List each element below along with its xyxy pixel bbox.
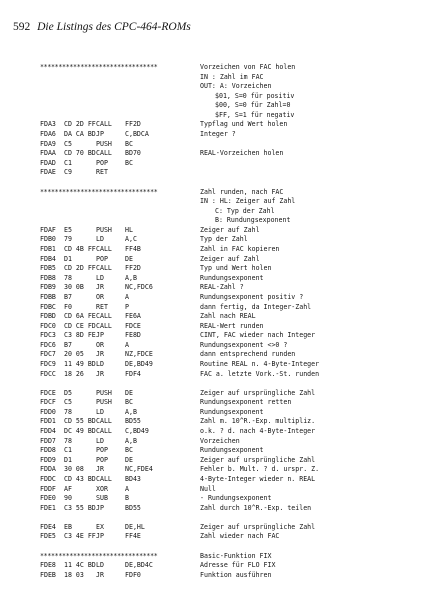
code-line bbox=[0, 244, 422, 254]
comment-line bbox=[0, 91, 422, 101]
operand: A,B bbox=[125, 436, 137, 445]
comment: 4-Byte-Integer wieder n. REAL bbox=[200, 474, 316, 483]
comment: $01, S=0 für positiv bbox=[215, 91, 295, 100]
opcode-bytes: 11 49 BD bbox=[64, 359, 96, 368]
mnemonic: RET bbox=[96, 302, 108, 311]
comment: Rundungsexponent bbox=[200, 446, 264, 455]
opcode-bytes: 18 26 bbox=[64, 369, 84, 378]
code-line bbox=[0, 455, 422, 465]
opcode-bytes: C1 bbox=[64, 158, 72, 167]
mnemonic: SUB bbox=[96, 494, 108, 503]
operand: BC bbox=[125, 139, 133, 148]
code-line bbox=[0, 349, 422, 359]
code-line bbox=[0, 139, 422, 149]
address: FDB9 bbox=[40, 283, 56, 292]
comment: IN : Zahl im FAC bbox=[200, 72, 264, 81]
opcode-bytes: 11 4C BD bbox=[64, 561, 96, 570]
mnemonic: POP bbox=[96, 254, 108, 263]
comment: OUT: A: Vorzeichen bbox=[200, 82, 272, 91]
address: FDE5 bbox=[40, 532, 56, 541]
blank-line bbox=[0, 541, 422, 551]
opcode-bytes: D1 bbox=[64, 254, 72, 263]
comment: Zahl m. 10^R.-Exp. multipliz. bbox=[200, 417, 316, 426]
comment: CINT, FAC wieder nach Integer bbox=[200, 331, 316, 340]
comment: IN : HL: Zeiger auf Zahl bbox=[200, 197, 296, 206]
opcode-bytes: E5 bbox=[64, 225, 72, 234]
address: FDAA bbox=[40, 149, 56, 158]
opcode-bytes: C1 bbox=[64, 446, 72, 455]
comment: REAL-Vorzeichen holen bbox=[200, 149, 284, 158]
section-title: Basic-Funktion FIX bbox=[200, 551, 272, 560]
operand: A,B bbox=[125, 273, 137, 282]
opcode-bytes: 18 03 bbox=[64, 570, 84, 579]
mnemonic: JR bbox=[96, 350, 104, 359]
address: FDB4 bbox=[40, 254, 56, 263]
opcode-bytes: D5 bbox=[64, 388, 72, 397]
opcode-bytes: 79 bbox=[64, 235, 72, 244]
comment: REAL-Wert runden bbox=[200, 321, 264, 330]
operand: P bbox=[125, 302, 129, 311]
operand: FF2D bbox=[125, 120, 141, 129]
comment: Rundungsexponent retten bbox=[200, 398, 292, 407]
address: FDE1 bbox=[40, 503, 56, 512]
comment: Zeiger auf Zahl bbox=[200, 254, 260, 263]
mnemonic: CALL bbox=[96, 417, 112, 426]
asterisk-separator: ******************************** bbox=[40, 63, 158, 71]
address: FDCF bbox=[40, 398, 56, 407]
opcode-bytes: 78 bbox=[64, 436, 72, 445]
comment: Rundungsexponent positiv ? bbox=[200, 292, 304, 301]
operand: FE8D bbox=[125, 331, 141, 340]
operand: C,BDCA bbox=[125, 130, 149, 139]
operand: BD43 bbox=[125, 474, 141, 483]
mnemonic: JR bbox=[96, 369, 104, 378]
comment: - Rundungsexponent bbox=[200, 494, 272, 503]
comment: Null bbox=[200, 484, 216, 493]
mnemonic: CALL bbox=[96, 474, 112, 483]
address: FDD1 bbox=[40, 417, 56, 426]
comment: dann entsprechend runden bbox=[200, 350, 296, 359]
operand: BD70 bbox=[125, 149, 141, 158]
comment: Adresse für FLO FIX bbox=[200, 561, 276, 570]
operand: DE bbox=[125, 455, 133, 464]
page-title: Die Listings des CPC-464-ROMs bbox=[37, 21, 191, 33]
mnemonic: CALL bbox=[96, 245, 112, 254]
opcode-bytes: CD 2D FF bbox=[64, 120, 96, 129]
code-line bbox=[0, 464, 422, 474]
comment: Zeiger auf ursprüngliche Zahl bbox=[200, 388, 316, 397]
mnemonic: POP bbox=[96, 446, 108, 455]
comment-line bbox=[0, 110, 422, 120]
comment: Typflag und Wert holen bbox=[200, 120, 288, 129]
asterisk-separator: ******************************** bbox=[40, 187, 158, 196]
operand: BC bbox=[125, 398, 133, 407]
code-line bbox=[0, 340, 422, 350]
opcode-bytes: F0 bbox=[64, 302, 72, 311]
mnemonic: JP bbox=[96, 503, 104, 512]
address: FDA6 bbox=[40, 130, 56, 139]
mnemonic: JP bbox=[96, 532, 104, 541]
section-header-line bbox=[0, 551, 422, 561]
opcode-bytes: 78 bbox=[64, 273, 72, 282]
comment: Typ der Zahl bbox=[200, 235, 248, 244]
mnemonic: JR bbox=[96, 570, 104, 579]
opcode-bytes: CD CE FD bbox=[64, 321, 96, 330]
code-line bbox=[0, 416, 422, 426]
code-line bbox=[0, 129, 422, 139]
code-line bbox=[0, 282, 422, 292]
comment: Fehler b. Mult. ? d. urspr. Z. bbox=[200, 465, 320, 474]
opcode-bytes: 90 bbox=[64, 494, 72, 503]
operand: C,BD49 bbox=[125, 427, 149, 436]
comment: Rundungsexponent <>0 ? bbox=[200, 340, 288, 349]
section-header-line bbox=[0, 62, 422, 72]
comment: Rundungsexponent bbox=[200, 407, 264, 416]
mnemonic: OR bbox=[96, 340, 104, 349]
code-line bbox=[0, 359, 422, 369]
comment: Zeiger auf ursprüngliche Zahl bbox=[200, 455, 316, 464]
address: FDD9 bbox=[40, 455, 56, 464]
opcode-bytes: DA CA BD bbox=[64, 130, 96, 139]
code-line bbox=[0, 445, 422, 455]
opcode-bytes: B7 bbox=[64, 340, 72, 349]
mnemonic: JR bbox=[96, 283, 104, 292]
mnemonic: JP bbox=[96, 130, 104, 139]
code-line bbox=[0, 503, 422, 513]
mnemonic: PUSH bbox=[96, 139, 112, 148]
operand: A,B bbox=[125, 407, 137, 416]
operand: FDF4 bbox=[125, 369, 141, 378]
operand: B bbox=[125, 494, 129, 503]
mnemonic: EX bbox=[96, 522, 104, 531]
code-line bbox=[0, 254, 422, 264]
comment: Zeiger auf Zahl bbox=[200, 225, 260, 234]
blank-line bbox=[0, 378, 422, 388]
comment: Integer ? bbox=[200, 130, 236, 139]
code-line bbox=[0, 484, 422, 494]
operand: NC,FDE4 bbox=[125, 465, 153, 474]
comment-line bbox=[0, 72, 422, 82]
opcode-bytes: C3 8D FE bbox=[64, 331, 96, 340]
operand: NZ,FDCE bbox=[125, 350, 153, 359]
operand: DE,BD4C bbox=[125, 561, 153, 570]
mnemonic: CALL bbox=[96, 312, 112, 321]
address: FDC7 bbox=[40, 350, 56, 359]
comment: $FF, S=1 für negativ bbox=[215, 110, 295, 119]
operand: A bbox=[125, 340, 129, 349]
section-title: Vorzeichen von FAC holen bbox=[200, 63, 296, 71]
operand: A,C bbox=[125, 235, 137, 244]
code-line bbox=[0, 560, 422, 570]
code-line bbox=[0, 407, 422, 417]
address: FDDF bbox=[40, 484, 56, 493]
address: FDBC bbox=[40, 302, 56, 311]
opcode-bytes: C5 bbox=[64, 139, 72, 148]
opcode-bytes: CD 4B FF bbox=[64, 245, 96, 254]
address: FDAE bbox=[40, 168, 56, 177]
comment: Zahl nach REAL bbox=[200, 312, 256, 321]
code-line bbox=[0, 119, 422, 129]
mnemonic: CALL bbox=[96, 321, 112, 330]
opcode-bytes: CD 43 BD bbox=[64, 474, 96, 483]
code-line bbox=[0, 167, 422, 177]
code-line bbox=[0, 292, 422, 302]
opcode-bytes: C5 bbox=[64, 398, 72, 407]
address: FDA3 bbox=[40, 120, 56, 129]
code-line bbox=[0, 273, 422, 283]
mnemonic: POP bbox=[96, 158, 108, 167]
operand: FF4B bbox=[125, 245, 141, 254]
asterisk-separator: ******************************** bbox=[40, 551, 158, 560]
operand: BC bbox=[125, 158, 133, 167]
comment: Vorzeichen bbox=[200, 436, 240, 445]
operand: HL bbox=[125, 225, 133, 234]
comment: Zeiger auf ursprüngliche Zahl bbox=[200, 522, 316, 531]
mnemonic: JP bbox=[96, 331, 104, 340]
operand: DE bbox=[125, 388, 133, 397]
address: FDD8 bbox=[40, 446, 56, 455]
comment-line bbox=[0, 215, 422, 225]
address: FDC6 bbox=[40, 340, 56, 349]
comment: Zahl wieder nach FAC bbox=[200, 532, 280, 541]
code-line bbox=[0, 388, 422, 398]
comment: Zahl in FAC kopieren bbox=[200, 245, 280, 254]
address: FDE8 bbox=[40, 561, 56, 570]
comment: C: Typ der Zahl bbox=[215, 206, 275, 215]
code-line bbox=[0, 426, 422, 436]
mnemonic: CALL bbox=[96, 264, 112, 273]
opcode-bytes: CD 70 BD bbox=[64, 149, 96, 158]
mnemonic: JR bbox=[96, 465, 104, 474]
code-line bbox=[0, 493, 422, 503]
mnemonic: RET bbox=[96, 168, 108, 177]
code-line bbox=[0, 436, 422, 446]
address: FDA9 bbox=[40, 139, 56, 148]
opcode-bytes: B7 bbox=[64, 292, 72, 301]
comment: dann fertig, da Integer-Zahl bbox=[200, 302, 312, 311]
code-line bbox=[0, 302, 422, 312]
mnemonic: POP bbox=[96, 455, 108, 464]
operand: FE6A bbox=[125, 312, 141, 321]
address: FDEB bbox=[40, 570, 56, 579]
comment: Zahl durch 10^R.-Exp. teilen bbox=[200, 503, 312, 512]
address: FDC3 bbox=[40, 331, 56, 340]
address: FDB5 bbox=[40, 264, 56, 273]
operand: BD55 bbox=[125, 503, 141, 512]
address: FDDA bbox=[40, 465, 56, 474]
mnemonic: PUSH bbox=[96, 388, 112, 397]
address: FDC9 bbox=[40, 359, 56, 368]
comment: $00, S=0 für Zahl=0 bbox=[215, 101, 291, 110]
address: FDAF bbox=[40, 225, 56, 234]
opcode-bytes: CD 2D FF bbox=[64, 264, 96, 273]
code-line bbox=[0, 311, 422, 321]
code-line bbox=[0, 570, 422, 580]
operand: DE bbox=[125, 254, 133, 263]
operand: A bbox=[125, 484, 129, 493]
opcode-bytes: CD 55 BD bbox=[64, 417, 96, 426]
address: FDBB bbox=[40, 292, 56, 301]
address: FDB0 bbox=[40, 235, 56, 244]
address: FDBD bbox=[40, 312, 56, 321]
address: FDDC bbox=[40, 474, 56, 483]
code-line bbox=[0, 225, 422, 235]
code-line bbox=[0, 234, 422, 244]
mnemonic: CALL bbox=[96, 120, 112, 129]
comment: Typ und Wert holen bbox=[200, 264, 272, 273]
operand: FDCE bbox=[125, 321, 141, 330]
mnemonic: LD bbox=[96, 561, 104, 570]
address: FDC0 bbox=[40, 321, 56, 330]
code-line bbox=[0, 369, 422, 379]
code-line bbox=[0, 531, 422, 541]
address: FDCC bbox=[40, 369, 56, 378]
operand: FDF0 bbox=[125, 570, 141, 579]
comment: REAL-Zahl ? bbox=[200, 283, 244, 292]
comment: o.k. ? d. nach 4-Byte-Integer bbox=[200, 427, 316, 436]
section-title: Zahl runden, nach FAC bbox=[200, 187, 284, 196]
page-number: 592 bbox=[13, 21, 31, 33]
opcode-bytes: 20 05 bbox=[64, 350, 84, 359]
code-line bbox=[0, 474, 422, 484]
mnemonic: LD bbox=[96, 359, 104, 368]
code-line bbox=[0, 158, 422, 168]
opcode-bytes: EB bbox=[64, 522, 72, 531]
blank-line bbox=[0, 177, 422, 187]
blank-line bbox=[0, 512, 422, 522]
mnemonic: OR bbox=[96, 292, 104, 301]
mnemonic: PUSH bbox=[96, 225, 112, 234]
code-line bbox=[0, 330, 422, 340]
address: FDB1 bbox=[40, 245, 56, 254]
operand: NC,FDC6 bbox=[125, 283, 153, 292]
comment-line bbox=[0, 100, 422, 110]
mnemonic: CALL bbox=[96, 427, 112, 436]
comment: Routine REAL n. 4-Byte-Integer bbox=[200, 359, 320, 368]
mnemonic: PUSH bbox=[96, 398, 112, 407]
address: FDD4 bbox=[40, 427, 56, 436]
mnemonic: LD bbox=[96, 273, 104, 282]
address: FDE0 bbox=[40, 494, 56, 503]
code-line bbox=[0, 397, 422, 407]
operand: FF2D bbox=[125, 264, 141, 273]
opcode-bytes: D1 bbox=[64, 455, 72, 464]
mnemonic: LD bbox=[96, 235, 104, 244]
comment-line bbox=[0, 206, 422, 216]
mnemonic: CALL bbox=[96, 149, 112, 158]
opcode-bytes: C3 55 BD bbox=[64, 503, 96, 512]
opcode-bytes: AF bbox=[64, 484, 72, 493]
opcode-bytes: CD 6A FE bbox=[64, 312, 96, 321]
opcode-bytes: 78 bbox=[64, 407, 72, 416]
mnemonic: XOR bbox=[96, 484, 108, 493]
address: FDE4 bbox=[40, 522, 56, 531]
address: FDCE bbox=[40, 388, 56, 397]
address: FDAD bbox=[40, 158, 56, 167]
comment: Rundungsexponent bbox=[200, 273, 264, 282]
opcode-bytes: C9 bbox=[64, 168, 72, 177]
address: FDB8 bbox=[40, 273, 56, 282]
comment: FAC a. letzte Vork.-St. runden bbox=[200, 369, 320, 378]
operand: FF4E bbox=[125, 532, 141, 541]
operand: DE,HL bbox=[125, 522, 145, 531]
opcode-bytes: C3 4E FF bbox=[64, 532, 96, 541]
comment-line bbox=[0, 81, 422, 91]
operand: BD55 bbox=[125, 417, 141, 426]
comment: Funktion ausführen bbox=[200, 570, 272, 579]
code-line bbox=[0, 522, 422, 532]
opcode-bytes: DC 49 BD bbox=[64, 427, 96, 436]
address: FDD7 bbox=[40, 436, 56, 445]
code-line bbox=[0, 263, 422, 273]
opcode-bytes: 30 0B bbox=[64, 283, 84, 292]
comment-line bbox=[0, 196, 422, 206]
operand: A bbox=[125, 292, 129, 301]
mnemonic: LD bbox=[96, 407, 104, 416]
code-line bbox=[0, 321, 422, 331]
section-header-line bbox=[0, 187, 422, 197]
comment: B: Rundungsexponent bbox=[215, 216, 291, 225]
address: FDD0 bbox=[40, 407, 56, 416]
mnemonic: LD bbox=[96, 436, 104, 445]
operand: BC bbox=[125, 446, 133, 455]
operand: DE,BD49 bbox=[125, 359, 153, 368]
code-line bbox=[0, 148, 422, 158]
opcode-bytes: 30 08 bbox=[64, 465, 84, 474]
